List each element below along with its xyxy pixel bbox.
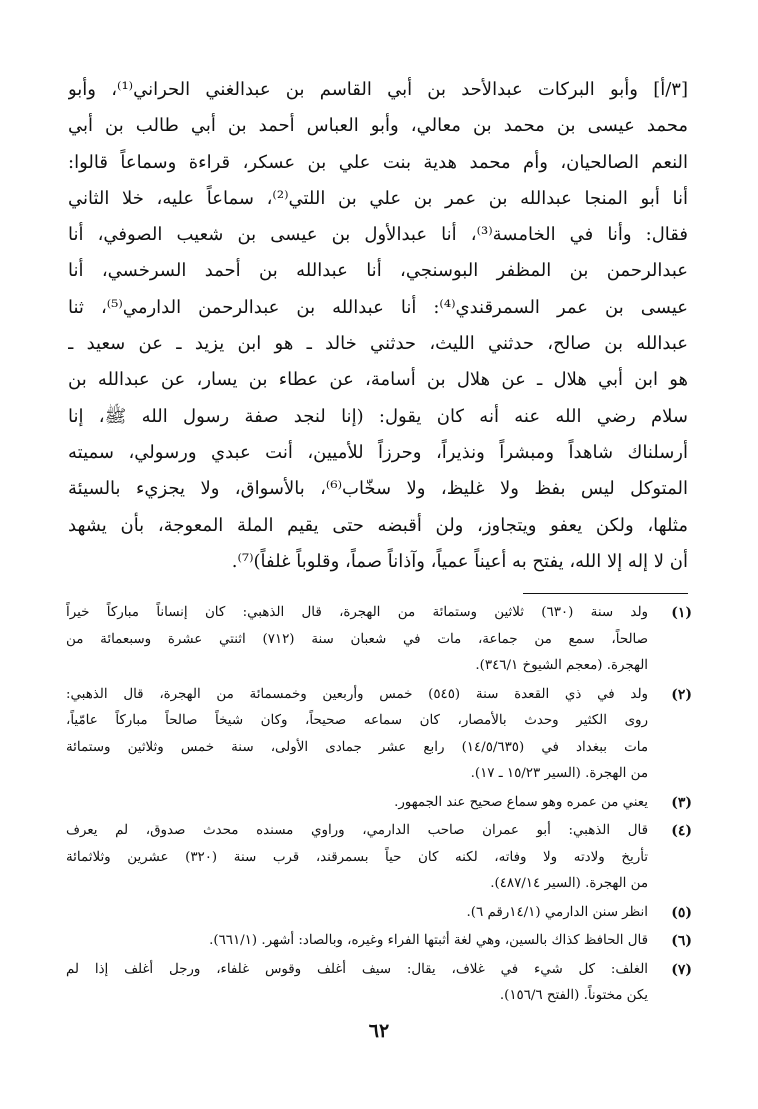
text-line: عيسى بن عمر السمرقندي⁽⁴⁾: أنا عبدالله بن عبدالرحمن الدارمي⁽⁵⁾، ثنا [68,296,688,318]
footnote-number: (٢) [671,686,692,703]
footnote-line: يكن مختوناً. (الفتح ١٥٦/٦). [499,988,648,1003]
footnote-number: (٤) [671,823,692,839]
footnote-line: من الهجرة. (السير ١٥/٢٣ ـ ١٧). [470,766,648,781]
text-line: فقال: وأنا في الخامسة⁽³⁾، أنا عبدالأول بن عيسى بن شعيب الصوفي، أنا [68,224,688,246]
footnote-line: صالحاً، سمع من جماعة، مات في شعبان سنة (٧١٢) اثنتي عشرة وسبعمائة من [66,631,648,647]
footnotes [66,600,692,1012]
footnote-number: (١) [671,605,692,621]
footnote-line: قال الذهبي: أبو عمران صاحب الدارمي، وراوي مسنده محدث صدوق، لم يعرف [66,823,648,838]
text-line: [٣/أ] وأبو البركات عبدالأحد بن أبي القاسم بن عبدالغني الحراني⁽¹⁾، وأبو [68,79,688,100]
main-text [68,72,688,580]
footnote-number: (٣) [671,794,692,811]
footnote-4 [66,818,692,898]
footnote-2 [66,682,692,788]
text-line: المتوكل ليس بفظ ولا غليظ، ولا سخّاب⁽⁶⁾، بالأسواق، ولا يجزيء بالسيئة [68,478,688,500]
footnote-line: ولد في ذي القعدة سنة (٥٤٥) خمس وأربعين وخمسمائة من الهجرة، قال الذهبي: [66,686,648,702]
text-line: هو ابن أبي هلال ـ عن هلال بن أسامة، عن عطاء بن يسار، عن عبدالله بن [68,369,688,391]
footnote-number: (٧) [671,961,692,978]
footnote-line: انظر سنن الدارمي (١٤/١رقم ٦). [466,904,648,920]
footnote-separator [523,593,688,594]
text-line: محمد عيسى بن محمد بن معالي، وأبو العباس أحمد بن أبي طالب بن أبي [68,115,688,137]
text-line: عبدالرحمن بن المظفر البوسنجي، أنا عبدالله بن أحمد السرخسي، أنا [68,260,688,282]
text-line: سلام رضي الله عنه أنه كان يقول: (إنا لنجد صفة رسول الله ﷺ، إنا [68,405,688,427]
text-line: أن لا إله إلا الله، يفتح به أعيناً عمياً، وآذاناً صماً، وقلوباً غلفاً)⁽⁷⁾. [231,550,688,572]
footnote-line: تأريخ ولادته ولا وفاته، لكنه كان حياً بسمرقند، قرب سنة (٣٢٠) عشرين وثلاثمائة [66,849,648,865]
footnote-6 [66,928,692,955]
footnote-line: الغلف: كل شيء في غلاف، يقال: سيف أغلف وقوس غلفاء، ورجل أغلف إذا لم [66,961,648,977]
footnote-5 [66,900,692,927]
footnote-line: روى الكثير وحدث بالأمصار، كان سماعه صحيحاً، وكان شيخاً صالحاً مباركاً عامّياً، [66,713,648,728]
text-line: النعم الصالحيان، وأم محمد هدية بنت علي بن عسكر، قراءة وسماعاً قالوا: [68,151,688,173]
page-number: ٦٢ [368,1020,390,1042]
footnote-line: مات ببغداد في (١٤/٥/٦٣٥) رابع عشر جمادى الأولى، سنة خمس وثلاثين وستمائة [66,739,648,755]
footnote-line: قال الحافظ كذاك بالسين، وهي لغة أثبتها الفراء وغيره، وبالصاد: أشهر. (٦٦١/١). [209,933,648,948]
footnote-line: ولد سنة (٦٣٠) ثلاثين وستمائة من الهجرة، قال الذهبي: كان إنساناً مباركاً خيراً [66,605,648,620]
text-line: مثلها، ولكن يعفو ويتجاوز، ولن أقبضه حتى يقيم الملة المعوجة، بأن يشهد [68,514,688,536]
footnote-3 [66,790,692,817]
footnote-number: (٦) [671,933,692,949]
text-line: أرسلناك شاهداً ومبشراً ونذيراً، وحرزاً للأميين، أنت عبدي ورسولي، سميته [68,441,688,463]
footnote-line: يعني من عمره وهو سماع صحيح عند الجمهور. [394,794,648,810]
text-line: عبدالله بن صالح، حدثني الليث، حدثني خالد ـ هو ابن يزيد ـ عن سعيد ـ [68,333,688,355]
footnote-line: من الهجرة. (السير ٤٨٧/١٤). [490,876,648,891]
footnote-1 [66,600,692,680]
footnote-line: الهجرة. (معجم الشيوخ ٣٤٦/١). [475,658,648,673]
footnote-number: (٥) [671,904,692,921]
text-line: أنا أبو المنجا عبدالله بن عمر بن علي بن اللتي⁽²⁾، سماعاً عليه، خلا الثاني [68,187,688,209]
footnote-7 [66,957,692,1010]
